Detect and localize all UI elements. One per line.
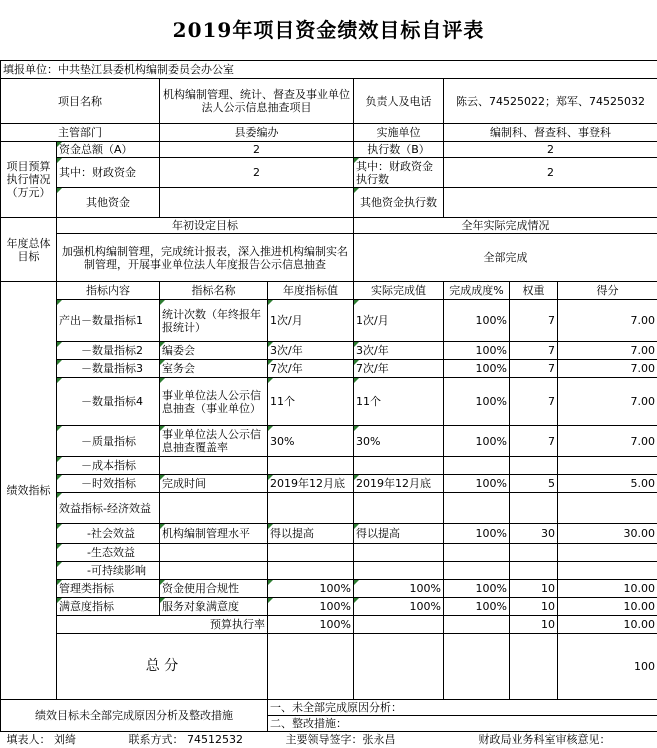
row-score — [558, 544, 657, 562]
row-content: －数量指标4 — [57, 378, 160, 426]
total-empty2 — [354, 634, 444, 700]
impl-value: 编制科、督查科、事登科 — [444, 124, 657, 142]
row-content: －成本指标 — [57, 457, 160, 475]
other-funds-value — [160, 188, 354, 218]
row-rate — [444, 544, 510, 562]
row-score — [558, 457, 657, 475]
finance-review: 财政局业务科室审核意见： — [479, 733, 611, 746]
row-actual: 7次/年 — [354, 360, 444, 378]
row-target — [268, 562, 354, 580]
total-funds-label: 资金总额（A） — [57, 142, 160, 158]
table-row — [1, 562, 657, 580]
row-score: 30.00 — [558, 524, 657, 544]
budget-section-label: 项目预算执行情况（万元） — [1, 142, 57, 218]
contact: 联系方式： 74512532 — [129, 733, 244, 746]
row-rate: 100% — [444, 300, 510, 342]
table-row — [1, 598, 657, 616]
row-rate — [444, 457, 510, 475]
row-target — [268, 457, 354, 475]
dept-label: 主管部门 — [1, 124, 160, 142]
table-row — [1, 457, 657, 475]
plan-text: 加强机构编制管理，完成统计报表，深入推进机构编制实名制管理，开展事业单位法人年度报告公示信息抽查 — [57, 234, 354, 282]
reason-line1: 一、未全部完成原因分析： — [268, 700, 657, 716]
row-weight: 7 — [510, 426, 558, 457]
row-actual — [354, 562, 444, 580]
header-target: 年度指标值 — [268, 282, 354, 300]
fill-unit: 填报单位：中共垫江县委机构编制委员会办公室 — [1, 61, 657, 79]
row-weight: 7 — [510, 342, 558, 360]
row-name: 机构编制管理水平 — [160, 524, 268, 544]
table-row — [1, 360, 657, 378]
row-score: 10.00 — [558, 580, 657, 598]
project-name-label: 项目名称 — [1, 79, 160, 124]
row-rate: 100% — [444, 378, 510, 426]
row-target: 30% — [268, 426, 354, 457]
header-score: 得分 — [558, 282, 657, 300]
row-actual: 100% — [354, 598, 444, 616]
exec-value: 2 — [444, 142, 657, 158]
budget-rate-label: 预算执行率 — [57, 616, 268, 634]
fin-funds-value: 2 — [160, 158, 354, 188]
table-row — [1, 524, 657, 544]
impl-label: 实施单位 — [354, 124, 444, 142]
row-score: 7.00 — [558, 378, 657, 426]
row-rate: 100% — [444, 426, 510, 457]
evaluation-table — [0, 60, 657, 748]
filler: 填表人： 刘绮 — [7, 733, 77, 746]
row-target: 3次/年 — [268, 342, 354, 360]
row-content: 效益指标-经济效益 — [57, 493, 160, 524]
header-name: 指标名称 — [160, 282, 268, 300]
row-rate: 100% — [444, 598, 510, 616]
row-weight: 7 — [510, 378, 558, 426]
row-target: 100% — [268, 580, 354, 598]
row-weight: 30 — [510, 524, 558, 544]
row-name: 统计次数（年终报年报统计） — [160, 300, 268, 342]
table-row — [1, 342, 657, 360]
fin-exec-value: 2 — [444, 158, 657, 188]
row-name: 事业单位法人公示信息抽查覆盖率 — [160, 426, 268, 457]
table-row — [1, 426, 657, 457]
row-content: -生态效益 — [57, 544, 160, 562]
row-rate: 100% — [444, 360, 510, 378]
page-title: 2019年项目资金绩效目标自评表 — [0, 14, 657, 43]
row-target — [268, 493, 354, 524]
row-score — [558, 493, 657, 524]
row-rate: 100% — [444, 524, 510, 544]
reason-label: 绩效目标未全部完成原因分析及整改措施 — [1, 700, 268, 732]
row-score: 7.00 — [558, 300, 657, 342]
total-empty3 — [444, 634, 510, 700]
reason-line2: 二、整改措施： — [268, 716, 657, 732]
row-target: 100% — [268, 598, 354, 616]
row-score: 7.00 — [558, 426, 657, 457]
row-content: －数量指标2 — [57, 342, 160, 360]
row-content: 管理类指标 — [57, 580, 160, 598]
row-score: 7.00 — [558, 342, 657, 360]
total-funds-value: 2 — [160, 142, 354, 158]
row-name — [160, 493, 268, 524]
footer-row — [1, 732, 657, 748]
total-weight: 100 — [558, 634, 657, 700]
row-content: －数量指标3 — [57, 360, 160, 378]
total-label: 总 分 — [57, 634, 268, 700]
owner-value: 陈云、74525022；郑军、74525032 — [444, 79, 657, 124]
row-weight: 7 — [510, 300, 558, 342]
row-target: 得以提高 — [268, 524, 354, 544]
budget-rate-weight: 10 — [510, 616, 558, 634]
fin-exec-label: 其中：财政资金执行数 — [354, 158, 444, 188]
dept-value: 县委编办 — [160, 124, 354, 142]
row-name: 事业单位法人公示信息抽查（事业单位） — [160, 378, 268, 426]
actual-text: 全部完成 — [354, 234, 657, 282]
row-actual: 2019年12月底 — [354, 475, 444, 493]
row-content: -可持续影响 — [57, 562, 160, 580]
annual-section-label: 年度总体目标 — [1, 218, 57, 282]
row-actual — [354, 544, 444, 562]
total-empty4 — [510, 634, 558, 700]
row-weight — [510, 493, 558, 524]
row-actual — [354, 457, 444, 475]
row-weight: 5 — [510, 475, 558, 493]
row-weight — [510, 457, 558, 475]
row-name: 编委会 — [160, 342, 268, 360]
budget-rate-value: 100% — [268, 616, 354, 634]
row-actual — [354, 493, 444, 524]
row-content: 产出－数量指标1 — [57, 300, 160, 342]
perf-section-label: 绩效指标 — [1, 282, 57, 700]
row-name: 服务对象满意度 — [160, 598, 268, 616]
row-actual: 30% — [354, 426, 444, 457]
row-weight: 10 — [510, 598, 558, 616]
row-content: -社会效益 — [57, 524, 160, 544]
row-target: 11个 — [268, 378, 354, 426]
plan-label: 年初设定目标 — [57, 218, 354, 234]
row-target: 7次/年 — [268, 360, 354, 378]
table-row — [1, 493, 657, 524]
budget-rate-score: 10.00 — [558, 616, 657, 634]
exec-label: 执行数（B） — [354, 142, 444, 158]
row-score — [558, 562, 657, 580]
owner-label: 负责人及电话 — [354, 79, 444, 124]
project-name: 机构编制管理、统计、督查及事业单位法人公示信息抽查项目 — [160, 79, 354, 124]
row-weight — [510, 544, 558, 562]
row-actual: 11个 — [354, 378, 444, 426]
row-actual: 得以提高 — [354, 524, 444, 544]
row-target: 1次/月 — [268, 300, 354, 342]
header-weight: 权重 — [510, 282, 558, 300]
row-actual: 100% — [354, 580, 444, 598]
row-score: 7.00 — [558, 360, 657, 378]
row-rate — [444, 562, 510, 580]
header-rate: 完成成度% — [444, 282, 510, 300]
budget-rate-empty1 — [354, 616, 444, 634]
row-content: 满意度指标 — [57, 598, 160, 616]
other-exec-label: 其他资金执行数 — [354, 188, 444, 218]
row-weight: 10 — [510, 580, 558, 598]
row-name: 资金使用合规性 — [160, 580, 268, 598]
row-name — [160, 562, 268, 580]
actual-label: 全年实际完成情况 — [354, 218, 657, 234]
row-name: 室务会 — [160, 360, 268, 378]
table-row — [1, 544, 657, 562]
leader-signature: 主要领导签字：张永昌 — [286, 733, 396, 746]
table-row — [1, 378, 657, 426]
header-actual: 实际完成值 — [354, 282, 444, 300]
row-name: 完成时间 — [160, 475, 268, 493]
row-score: 5.00 — [558, 475, 657, 493]
row-score: 10.00 — [558, 598, 657, 616]
budget-rate-empty2 — [444, 616, 510, 634]
row-rate: 100% — [444, 475, 510, 493]
row-content: －时效指标 — [57, 475, 160, 493]
total-empty1 — [268, 634, 354, 700]
header-content: 指标内容 — [57, 282, 160, 300]
fin-funds-label: 其中：财政资金 — [57, 158, 160, 188]
other-exec-value — [444, 188, 657, 218]
row-rate: 100% — [444, 342, 510, 360]
row-weight: 7 — [510, 360, 558, 378]
row-name — [160, 457, 268, 475]
row-rate — [444, 493, 510, 524]
row-target — [268, 544, 354, 562]
row-content: －质量指标 — [57, 426, 160, 457]
row-target: 2019年12月底 — [268, 475, 354, 493]
row-rate: 100% — [444, 580, 510, 598]
row-actual: 1次/月 — [354, 300, 444, 342]
other-funds-label: 其他资金 — [57, 188, 160, 218]
row-name — [160, 544, 268, 562]
table-row — [1, 300, 657, 342]
row-actual: 3次/年 — [354, 342, 444, 360]
row-weight — [510, 562, 558, 580]
table-row — [1, 475, 657, 493]
table-row — [1, 580, 657, 598]
